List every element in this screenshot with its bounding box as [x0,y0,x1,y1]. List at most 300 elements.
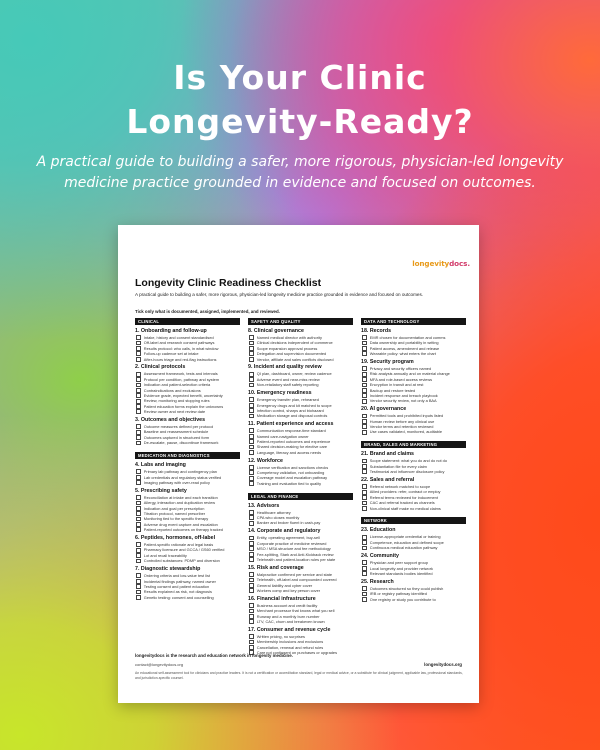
checklist-group [248,503,353,526]
checkbox[interactable] [249,372,254,377]
group-title: 22. Sales and referral [361,477,415,484]
checklist-group [361,553,466,576]
checkbox[interactable] [362,383,367,388]
checklist-item-label: Primary lab pathway and contingency plan [143,469,217,475]
checkbox[interactable] [249,572,254,577]
group-title: 23. Education [361,527,396,534]
checkbox[interactable] [362,560,367,565]
checklist-item-label: Infection control, sharps and biohazard [256,407,324,413]
checklist-item-label: Entity, operating agreement, buy-sell [256,535,320,541]
checklist-column [135,318,240,603]
checklist-item[interactable] [248,588,353,593]
group-title: 20. AI governance [361,406,407,413]
checkbox[interactable] [362,540,367,545]
checklist-item-label: Telehealth, off-label and compounded covered [256,577,337,583]
checklist-item-label: Evidence grade, expected benefit, uncertainty [143,393,223,399]
checkbox[interactable] [362,414,367,419]
checkbox[interactable] [136,393,141,398]
checkbox[interactable] [362,546,367,551]
checklist-item-label: Vendor terms and retention reviewed [369,424,434,430]
section-header: CLINICAL [135,318,240,325]
checkbox[interactable] [362,346,367,351]
checkbox[interactable] [249,640,254,645]
checklist-item-label: CPA who closes monthly [256,515,300,521]
checkbox[interactable] [249,470,254,475]
group-title: 8. Clinical governance [248,328,304,334]
checkbox[interactable] [249,510,254,515]
checklist-item-label: Malpractice confirmed per service and state [256,571,333,577]
checkbox[interactable] [249,397,254,402]
footer-tagline: longevitydocs is the research and education network in longevity medicine. [135,653,293,658]
checklist-item-label: Contraindications and exclusions [143,387,201,393]
checkbox[interactable] [362,506,367,511]
checkbox[interactable] [249,619,254,624]
checklist-item-label: Reconciliation at intake and each transition [143,494,218,500]
checklist-item-label: Results explained as risk, not diagnosis [143,589,212,595]
checklist-item-label: Outcomes captured in structured form [143,434,210,440]
checklist-item-label: Patient-reported outcomes and experience [256,438,331,444]
checkbox[interactable] [136,480,141,485]
checkbox[interactable] [136,542,141,547]
checklist-item-label: Runway and a monthly burn number [256,613,320,619]
checklist-item-label: EMR chosen for documentation and comms [369,335,446,340]
checklist-item-label: License-appropriate credential or training [369,534,441,540]
group-title: 3. Outcomes and objectives [135,417,206,424]
checkbox[interactable] [249,521,254,526]
checkbox[interactable] [249,445,254,450]
checkbox[interactable] [136,341,141,346]
checkbox[interactable] [362,399,367,404]
checkbox[interactable] [362,351,367,356]
checklist-item-label: MFA and role-based access reviews [369,376,433,382]
checklist-group [248,328,353,362]
group-title: 15. Risk and coverage [248,564,304,571]
group-title: 7. Diagnostic stewardship [135,566,201,573]
checklist-item-label: Patient-reported outcomes on therapy tracked [143,527,223,533]
checklist-group [361,451,466,474]
checkbox[interactable] [136,383,141,388]
checklist-item-label: Baseline and reassessment schedule [143,429,209,435]
checkbox[interactable] [136,579,141,584]
checklist-group [135,535,240,564]
footer-url[interactable]: longevitydocs.org [424,662,462,667]
checkbox[interactable] [362,495,367,500]
checklist-item-label: MSO / MSA structure and fee methodology [256,546,331,552]
document-instruction: Tick only what is documented, assigned, implemented, and reviewed. [135,309,280,314]
checklist-item-label: Written pricing, no surprises [256,633,305,639]
checklist-item-label: Scope expansion approval process [256,345,318,351]
hero-subtitle: A practical guide to building a safer, more rigorous, physician-led longevity medicine practice grounded in evidence and focused on outcomes. [36,154,564,191]
checkbox[interactable] [136,377,141,382]
checkbox[interactable] [249,403,254,408]
checkbox[interactable] [136,469,141,474]
hero-title-line2: Longevity-Ready? [126,102,474,141]
group-title: 5. Prescribing safety [135,487,187,494]
checklist-item-label: Lab credentials and regulatory status verified [143,474,222,480]
checkbox[interactable] [136,404,141,409]
checklist-group [361,406,466,435]
checkbox[interactable] [362,464,367,469]
checklist-group [135,566,240,600]
checkbox[interactable] [362,501,367,506]
checklist-item-label: Emergency drugs and kit matched to scope [256,402,332,408]
logo-part2: docs. [449,259,470,268]
group-title: 24. Community [361,553,399,560]
checklist-item[interactable] [361,429,466,434]
checkbox[interactable] [249,346,254,351]
checkbox[interactable] [136,435,141,440]
checklist-item-label: Language, literacy and access needs [256,449,322,455]
checkbox[interactable] [249,546,254,551]
checkbox[interactable] [136,424,141,429]
section-header: NETWORK [361,517,466,524]
group-title: 19. Security program [361,359,414,366]
group-title: 21. Brand and claims [361,451,414,458]
checklist-item-label: Privacy and security officers named [369,366,432,372]
checkbox[interactable] [249,603,254,608]
checkbox[interactable] [362,566,367,571]
group-title: 17. Consumer and revenue cycle [248,626,331,633]
checkbox[interactable] [362,484,367,489]
checklist-item-label: Patient-specific rationale and legal basis [143,542,214,548]
checklist-item[interactable] [361,398,466,403]
checklist-item-label: License verification and sanctions checks [256,464,329,470]
checklist-item-label: Medication storage and disposal controls [256,413,328,419]
group-title: 12. Workforce [248,457,283,464]
checklist-item-label: Membership inclusions and exclusions [256,639,324,645]
checklist-item-label: Lot and recall traceability [143,552,187,558]
checklist-item[interactable] [135,480,240,485]
checklist-item-label: One registry or study you contribute to [369,596,436,602]
checklist-item-label: Patient education forms explain the unknowns [143,403,224,409]
checkbox[interactable] [136,522,141,527]
checkbox[interactable] [362,430,367,435]
checklist-item-label: Ordering criteria and low-value test list [143,573,210,579]
checkbox[interactable] [249,351,254,356]
checkbox[interactable] [136,430,141,435]
checklist-item-label: Data ownership and portability in writing [369,340,439,346]
checkbox[interactable] [249,335,254,340]
checklist-group [248,421,353,455]
checkbox[interactable] [362,459,367,464]
checkbox[interactable] [362,469,367,474]
checkbox[interactable] [362,366,367,371]
checklist-item-label: Indication and patient-selection criteria [143,382,211,388]
checklist-group [135,364,240,414]
checkbox[interactable] [136,357,141,362]
checkbox[interactable] [362,372,367,377]
checklist-item-label: Continuous medical education pathway [369,545,438,551]
checklist-item[interactable] [135,558,240,563]
checklist-item-label: Workers comp and key person cover [256,588,321,593]
checkbox[interactable] [249,588,254,593]
section-header: BRAND, SALES AND MARKETING [361,441,466,448]
section-header: LEGAL AND FINANCE [248,493,353,500]
checklist-item-label: Local longevity and provider network [369,565,433,571]
checklist-column [248,318,353,658]
checkbox[interactable] [249,434,254,439]
checklist-item-label: Pharmacy licensure and GCCA / GS60 verified [143,547,225,553]
checklist-item[interactable] [248,357,353,362]
checkbox[interactable] [362,535,367,540]
checkbox[interactable] [362,592,367,597]
section-header: MEDICATION AND DIAGNOSTICS [135,452,240,459]
checklist-column [361,318,466,605]
checkbox[interactable] [249,465,254,470]
checkbox[interactable] [136,372,141,377]
checklist-item-label: Emergency transfer plan, rehearsed [256,397,319,403]
checklist-item-label: Communication response-time standard [256,428,326,434]
checklist-group [135,462,240,485]
checklist-item-label: Referral terms reviewed for inducement [369,494,438,500]
checkbox[interactable] [362,490,367,495]
checkbox[interactable] [136,351,141,356]
checklist-group [135,417,240,446]
checklist-item-label: Coverage model and escalation pathway [256,475,328,481]
section-header: SAFETY AND QUALITY [248,318,353,325]
checkbox[interactable] [136,573,141,578]
checkbox[interactable] [249,383,254,388]
checkbox[interactable] [249,414,254,419]
checkbox[interactable] [249,578,254,583]
checklist-item-label: Testimonial and influencer disclosure policy [369,469,445,475]
checklist-item-label: Referral network matched to scope [369,484,431,490]
document-intro: A practical guide to building a safer, more rigorous, physician-led longevity medicine practice grounded in evidence and focused on outcomes. [135,292,424,297]
group-title: 9. Incident and quality review [248,364,322,371]
checklist-group [248,528,353,562]
checklist-item[interactable] [135,527,240,532]
checkbox[interactable] [362,393,367,398]
checkbox[interactable] [136,517,141,522]
group-title: 2. Clinical protocols [135,364,186,371]
checklist-item[interactable] [361,597,466,602]
checklist-item-label: Imaging pathway with over-read policy [143,479,210,485]
checkbox[interactable] [249,609,254,614]
checkbox[interactable] [136,584,141,589]
checkbox[interactable] [362,586,367,591]
checklist-item-label: Adverse event and near-miss review [256,376,320,382]
checklist-item-label: De-escalate, pause, discontinue framework [143,440,219,446]
checklist-item-label: Vendor security review, not only a BAA [369,398,437,404]
checklist-item-label: Healthcare attorney [256,509,291,515]
checklist-item-label: Competence, education and defined scope [369,539,444,545]
checklist-item-label: LTV, CAC, churn and breakeven known [256,619,325,625]
checklist-item-label: Outcomes structured so they could publish [369,585,444,591]
group-title: 6. Peptides, hormones, off-label [135,535,216,542]
checklist-document [118,225,479,703]
checkbox[interactable] [136,506,141,511]
group-title: 14. Corporate and regulatory [248,528,321,535]
checklist-item[interactable] [361,351,466,356]
checklist-item[interactable] [361,571,466,576]
checkbox[interactable] [362,377,367,382]
checklist-item-label: Backup and restore tested [369,387,416,393]
hero-title [0,56,600,144]
checklist-group [248,596,353,625]
checklist-item[interactable] [135,440,240,445]
checkbox[interactable] [136,495,141,500]
checklist-item-label: Results protocol: who calls, in what window [143,345,219,351]
checklist-item-label: Use cases validated, monitored, auditable [369,429,443,435]
checklist-group [361,579,466,602]
checkbox[interactable] [249,341,254,346]
checklist-item-label: Human review before any clinical use [369,418,435,424]
checklist-item-label: Incidental findings pathway, named owner [143,578,216,584]
checkbox[interactable] [362,424,367,429]
checkbox[interactable] [249,645,254,650]
checklist-item-label: Risk analysis annually and on material change [369,371,450,377]
checkbox[interactable] [136,475,141,480]
checklist-item-label: Vendor, affiliate and sales conflicts disclosed [256,356,334,362]
checklist-item-label: Clinical decisions independent of commerce [256,340,333,346]
checklist-item-label: After-hours triage and red-flag instructions [143,356,217,362]
checkbox[interactable] [249,357,254,362]
checklist-item-label: Protocol per condition, pathway and system [143,376,220,382]
logo [412,259,470,268]
checklist-item-label: Monitoring tied to the specific therapy [143,516,209,522]
checkbox[interactable] [136,399,141,404]
checklist-item[interactable] [361,545,466,550]
checklist-item[interactable] [248,557,353,562]
checkbox[interactable] [249,583,254,588]
checklist-item-label: Adverse drug event capture and escalation [143,521,218,527]
checklist-item-label: Encryption in transit and at rest [369,382,424,388]
checkbox[interactable] [362,335,367,340]
checklist-group [135,488,240,533]
checkbox[interactable] [136,559,141,564]
checkbox[interactable] [136,409,141,414]
checklist-item-label: Testing consent and patient education [143,583,210,589]
section-header: DATA AND TECHNOLOGY [361,318,466,325]
checkbox[interactable] [362,388,367,393]
checkbox[interactable] [249,541,254,546]
checkbox[interactable] [136,501,141,506]
checklist-item-label: Business account and credit facility [256,602,318,608]
checklist-item[interactable] [248,450,353,455]
checkbox[interactable] [136,553,141,558]
checkbox[interactable] [136,441,141,446]
checkbox[interactable] [249,450,254,455]
checklist-item-label: Named medical director with authority [256,335,322,340]
checkbox[interactable] [249,476,254,481]
checkbox[interactable] [136,595,141,600]
checkbox[interactable] [136,548,141,553]
checklist-item[interactable] [361,506,466,511]
document-title: Longevity Clinic Readiness Checklist [135,277,322,289]
checklist-item-label: Incident response and breach playbook [369,393,438,399]
checklist-item-label: Titration protocol, named prescriber [143,510,206,516]
group-title: 10. Emergency readiness [248,390,312,397]
checklist-group [361,477,466,511]
checklist-item-label: General liability and cyber cover [256,582,313,588]
checklist-item[interactable] [248,481,353,486]
checklist-item-label: Wearable policy: what enters the chart [369,351,436,357]
checklist-item-label: Merchant processor that knows what you sell [256,608,335,614]
checkbox[interactable] [362,341,367,346]
checkbox[interactable] [249,515,254,520]
checklist-item-label: Follow-up cadence set at intake [143,351,199,357]
checkbox[interactable] [136,590,141,595]
checkbox[interactable] [136,388,141,393]
checklist-group [361,359,466,404]
checklist-item[interactable] [135,409,240,414]
checklist-item-label: Outcome measures defined per protocol [143,424,214,430]
checklist-item-label: Intake, history and consent standardised [143,335,214,340]
checklist-item-label: Competency validation, not onboarding [256,470,325,476]
group-title: 1. Onboarding and follow-up [135,328,207,334]
checklist-item-label: Delegation and supervision documented [256,351,327,357]
checklist-item-label: Review owner and next review date [143,409,206,415]
checklist-item-label: Corporate practice of medicine reviewed [256,540,327,546]
checklist-item[interactable] [248,619,353,624]
checklist-group [248,390,353,419]
checklist-item[interactable] [135,357,240,362]
checklist-group [135,328,240,362]
checklist-item[interactable] [135,595,240,600]
footer-email[interactable]: contact@longevitydocs.org [135,662,184,667]
checkbox[interactable] [249,634,254,639]
footer-disclaimer: An educational self-assessment tool for clinicians and practice leaders. It is not a certification or accreditation standard, legal or medical advice, or a substitute for clinical judgment, applicable law, professional standards, and jurisdiction-specific counsel. [135,671,463,680]
checkbox[interactable] [249,408,254,413]
checklist-item[interactable] [361,469,466,474]
checkbox[interactable] [249,536,254,541]
checklist-item-label: Shared decision-making for elective care [256,444,328,450]
logo-part1: longevity [412,259,450,268]
checkbox[interactable] [136,511,141,516]
checkbox[interactable] [362,419,367,424]
checklist-item-label: Banker and broker fluent in cash-pay [256,520,321,526]
checklist-item-label: Review, monitoring and stopping rules [143,398,210,404]
checkbox[interactable] [136,335,141,340]
checklist-item-label: Physician and peer support group [369,560,428,566]
checkbox[interactable] [249,481,254,486]
hero-title-line1: Is Your Clinic [173,58,427,97]
checkbox[interactable] [249,557,254,562]
group-title: 16. Financial infrastructure [248,595,316,602]
checklist-item-label: Relevant standards bodies identified [369,570,433,576]
checklist-item-label: Named care-navigation owner [256,433,309,439]
checklist-item-label: Substantiation file for every claim [369,463,427,469]
checklist-group [248,364,353,387]
checklist-group [361,328,466,357]
checkbox[interactable] [136,346,141,351]
checkbox[interactable] [249,552,254,557]
checklist-item-label: Training and evaluation tied to quality [256,480,322,486]
checklist-item-label: QI plan, dashboard, owner, review cadence [256,371,332,377]
checklist-item[interactable] [248,413,353,418]
checklist-item-label: Genetic testing: consent and counselling [143,594,214,600]
checklist-item-label: Patient access, amendment and release [369,345,440,351]
checklist-item-label: Controlled substances: PDMP and diversion [143,558,220,564]
checkbox[interactable] [249,614,254,619]
group-title: 13. Advisors [248,502,280,509]
checkbox[interactable] [249,439,254,444]
checkbox[interactable] [249,377,254,382]
checklist-item[interactable] [248,520,353,525]
checklist-item[interactable] [248,382,353,387]
checklist-item-label: Indication and goal per prescription [143,505,205,511]
checkbox[interactable] [362,597,367,602]
checkbox[interactable] [362,571,367,576]
checklist-item-label: Scope statement: what you do and do not do [369,458,448,464]
checklist-item-label: Allergy, interaction and duplication review [143,500,216,506]
checklist-item-label: Assessment framework, tests and intervals [143,371,218,377]
checkbox[interactable] [249,428,254,433]
checkbox[interactable] [136,527,141,532]
checklist-item-label: Fee-splitting, Stark and Anti-Kickback review [256,551,334,557]
checklist-item-label: Cancellation, renewal and refund rules [256,644,324,650]
checklist-item-label: Non-retaliatory staff safety reporting [256,382,319,388]
